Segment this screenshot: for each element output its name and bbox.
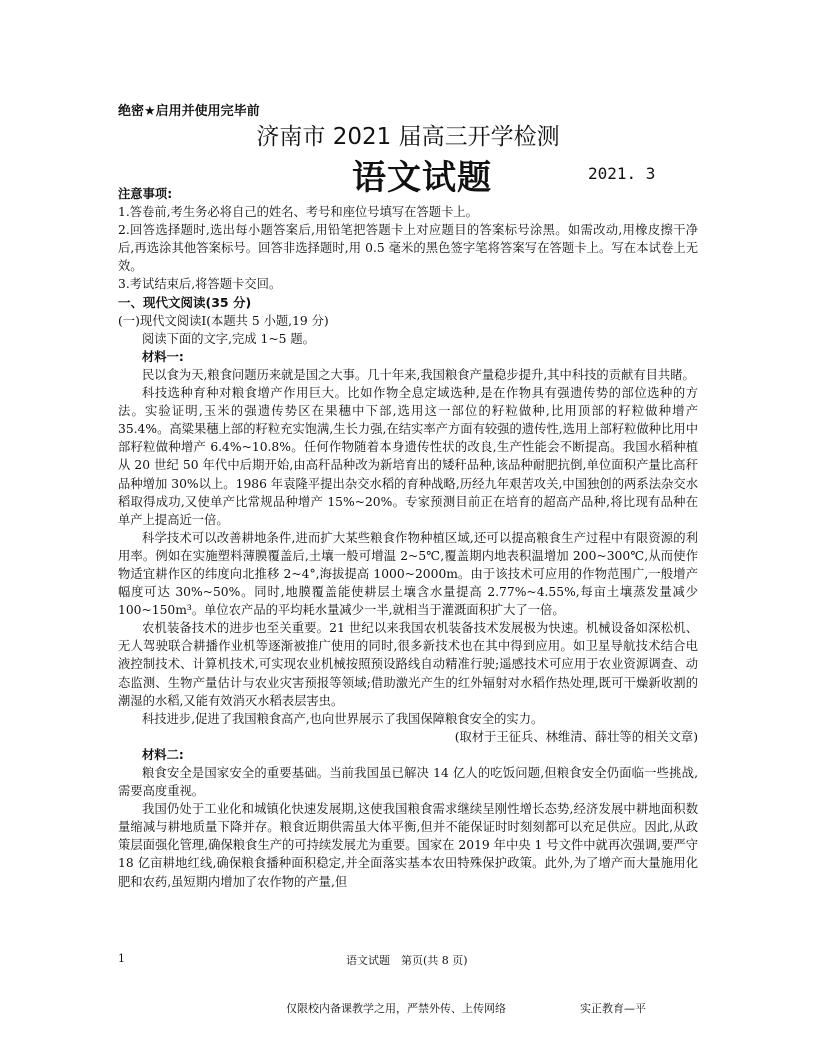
page-number: 1 (118, 952, 125, 965)
subject-title: 语文试题 (352, 158, 492, 198)
organization-label: 实正教育—平 (580, 1002, 646, 1015)
material1-paragraph: 农机装备技术的进步也至关重要。21 世纪以来我国农机装备技术发展极为快速。机械设备如深松机、无人驾驶联合耕播作业机等逐渐被推广使用的同时,很多新技术也在其中得到应用。如卫星导航技术结合电液控制技术、计算机技术,可实现农业机械按照预设路线自动精准行驶;遥感技术可应用于农业资源调查、动态监测、生物产量估计与农业灾害预报等领域;借助激光产生的红外辐射对水稻作热处理,既可干燥新收割的潮湿的水稻,又能有效消灭水稻表层害虫。 (118, 621, 698, 708)
material1-paragraph: 科学技术可以改善耕地条件,进而扩大某些粮食作物种植区域,还可以提高粮食生产过程中有限资源的利用率。例如在实施塑料薄膜覆盖后,土壤一般可增温 2~5℃,覆盖期内地表积温增加 200~300℃,从而使作物适宜耕作区的纬度向北推移 2~4°,海拔提高 1000~2000m。由于该技术可应用的作物范围广,一般增产幅度可达 30%~50%。同时,地膜覆盖能使耕层土壤含水量提高 2.77%~4.55%,每亩土壤蒸发量减少 100~150m³。单位农产品的平均耗水量减少一半,就相当于灌溉面积扩大了一倍。 (118, 530, 698, 618)
material1-paragraph: 民以食为天,粮食问题历来就是国之大事。几十年来,我国粮食产量稳步提升,其中科技的贡献有目共睹。 (142, 367, 695, 382)
material2-label: 材料二: (142, 747, 184, 762)
reading-instruction: 阅读下面的文字,完成 1~5 题。 (142, 331, 315, 346)
material2-paragraph: 我国仍处于工业化和城镇化快速发展期,这使我国粮食需求继续呈刚性增长态势,经济发展中耕地面积数量缩减与耕地质量下降并存。粮食近期供需虽大体平衡,但并不能保证时时刻刻都可以充足供应。因此,从政策层面强化管理,确保粮食生产的可持续发展尤为重要。国家在 2019 年中央 1 号文件中就再次强调,要严守 18 亿亩耕地红线,确保粮食播种面积稳定,并全面落实基本农田特殊保护政策。此外,为了增产而大量施用化肥和农药,虽短期内增加了农作物的产量,但 (118, 802, 698, 889)
page-footer-label: 语文试题 第页(共 8 页) (346, 954, 468, 967)
notice-heading: 注意事项: (118, 187, 173, 201)
material1-label: 材料一: (142, 349, 184, 364)
secrecy-label: 绝密★启用并使用完毕前 (118, 104, 260, 119)
material1-paragraph: 科技选种育种对粮食增产作用巨大。比如作物全息定域选种,是在作物具有强遗传势的部位选种的方法。实验证明,玉米的强遗传势区在果穗中下部,选用这一部位的籽粒做种,比用顶部的籽粒做种增产 35.4%。高粱果穗上部的籽粒充实饱满,生长力强,在结实率产方面有较强的遗传性,选用上部籽粒做种比用中部籽粒做种增产 6.4%~10.8%。任何作物随着本身遗传性状的改良,生产性能会不断提高。我国水稻种植从 20 世纪 50 年代中后期开始,由高秆品种改为新培育出的矮秆品种,该品种耐肥抗倒,单位面积产量比高秆品种增加 30%以上。1986 年袁隆平提出杂交水稻的育种战略,历经九年艰苦攻关,中国独创的两系法杂交水稻取得成功,又使单产比常规品种增产 15%~20%。专家预测目前正在培育的超高产品种,将比现有品种在单产上提高近一倍。 (118, 386, 698, 527)
material1-paragraph: 科技进步,促进了我国粮食高产,也向世界展示了我国保障粮食安全的实力。 (142, 711, 544, 726)
exam-body (118, 185, 698, 891)
exam-title: 济南市 2021 届高三开学检测 (256, 124, 560, 150)
subsection-heading: (一)现代文阅读Ⅰ(本题共 5 小题,19 分) (118, 313, 329, 328)
exam-date: 2021. 3 (588, 164, 656, 183)
notice-item-2: 2.回答选择题时,选出每小题答案后,用铅笔把答题卡上对应题目的答案标号涂黑。如需改动,用橡皮擦干净后,再选涂其他答案标号。回答非选择题时,用 0.5 毫米的黑色签字笔将答案写在答题卡上。写在本试卷上无效。 (118, 223, 698, 274)
notice-item-3: 3.考试结束后,将答题卡交回。 (118, 277, 282, 292)
material2-paragraph: 粮食安全是国家安全的重要基础。当前我国虽已解决 14 亿人的吃饭问题,但粮食安全仍面临一些挑战,需要高度重视。 (118, 766, 698, 799)
section-heading: 一、现代文阅读(35 分) (118, 294, 252, 310)
usage-notice: 仅限校内备课教学之用，严禁外传、上传网络 (286, 1002, 506, 1015)
material1-source: (取材于王征兵、林维清、薛壮等的相关文章) (454, 729, 698, 744)
notice-item-1: 1.答卷前,考生务必将自己的姓名、考号和座位号填写在答题卡上。 (118, 205, 478, 220)
